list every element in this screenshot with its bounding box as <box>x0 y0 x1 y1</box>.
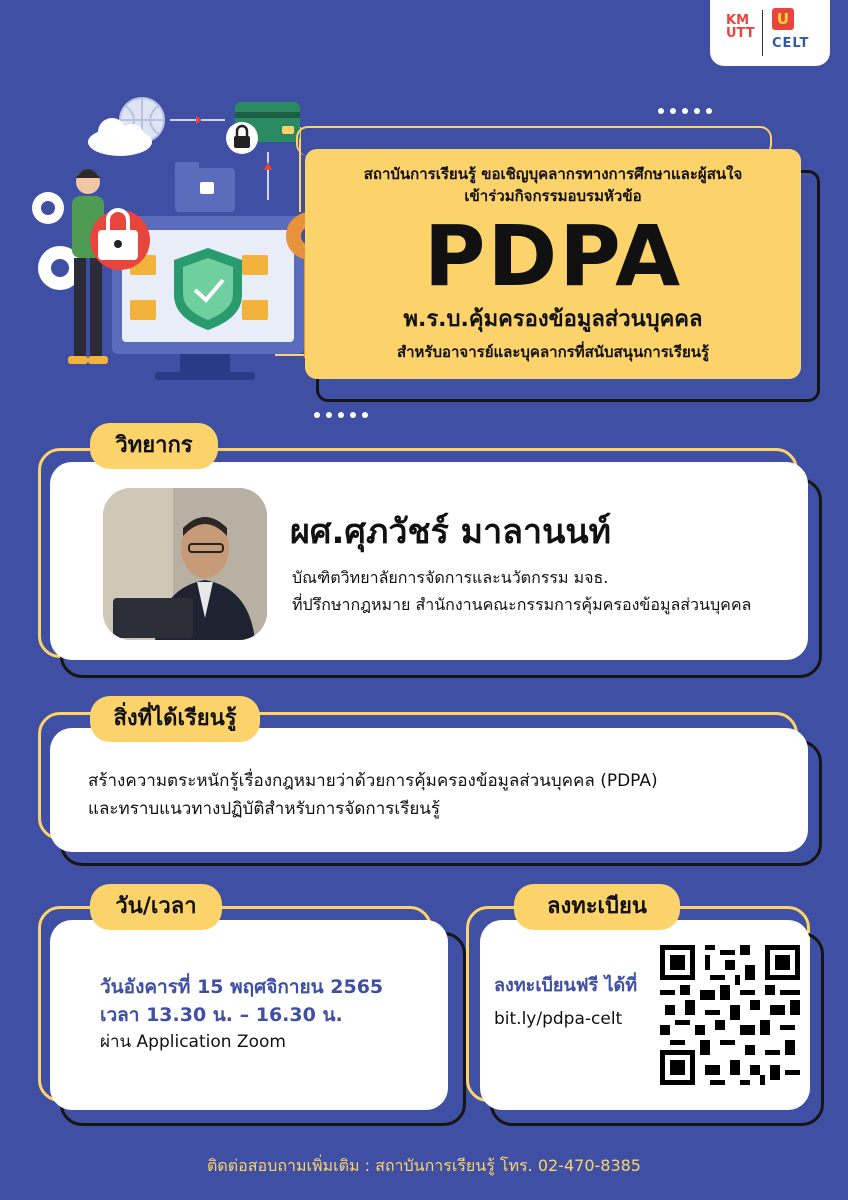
datetime-section-label: วัน/เวลา <box>90 884 222 930</box>
register-free-text: ลงทะเบียนฟรี ได้ที่ <box>494 975 638 996</box>
event-time: เวลา 13.30 น. – 16.30 น. <box>100 1004 343 1026</box>
event-date: วันอังคารที่ 15 พฤศจิกายน 2565 <box>100 976 384 998</box>
learning-line-1: สร้างความตระหนักรู้เรื่องกฎหมายว่าด้วยการคุ้มครองข้อมูลส่วนบุคคล (PDPA) <box>88 771 658 791</box>
logo-box <box>710 0 830 66</box>
decorative-dots <box>658 108 712 114</box>
logo-divider <box>762 10 763 56</box>
decorative-dots <box>314 412 368 418</box>
university-emblem-icon: U <box>772 8 794 30</box>
register-section-label: ลงทะเบียน <box>514 884 680 930</box>
event-platform: ผ่าน Application Zoom <box>100 1032 286 1052</box>
kmutt-logo: KM UTT <box>726 13 755 41</box>
page-title: PDPA <box>423 207 683 305</box>
learning-line-2: และทราบแนวทางปฏิบัติสำหรับการจัดการเรียนรู้ <box>88 799 441 819</box>
audience-text: สำหรับอาจารย์และบุคลากรที่สนับสนุนการเรียนรู้ <box>396 343 710 361</box>
learning-section-label: สิ่งที่ได้เรียนรู้ <box>90 696 260 742</box>
title-card <box>305 149 801 379</box>
speaker-role-1: บัณฑิตวิทยาลัยการจัดการและนวัตกรรม มจธ. <box>292 568 609 587</box>
register-link[interactable]: bit.ly/pdpa-celt <box>494 1009 623 1029</box>
folder-icon <box>175 162 235 212</box>
law-subtitle: พ.ร.บ.คุ้มครองข้อมูลส่วนบุคคล <box>403 307 703 332</box>
footer-contact: ติดต่อสอบถามเพิ่มเติม : สถาบันการเรียนรู้ โทร. 02-470-8385 <box>207 1156 641 1175</box>
speaker-name: ผศ.ศุภวัชร์ มาลานนท์ <box>290 512 612 552</box>
speaker-role-2: ที่ปรึกษากฎหมาย สำนักงานคณะกรรมการคุ้มครองข้อมูลส่วนบุคคล <box>292 595 752 614</box>
intro-line-2: เข้าร่วมกิจกรรมอบรมหัวข้อ <box>464 187 642 205</box>
speaker-photo <box>103 488 267 640</box>
lock-icon <box>226 122 258 154</box>
speaker-section-label: วิทยากร <box>90 423 218 469</box>
intro-line-1: สถาบันการเรียนรู้ ขอเชิญบุคลากรทางการศึกษาและผู้สนใจ <box>363 165 743 183</box>
celt-logo: CELT <box>772 36 810 51</box>
qr-code-icon[interactable] <box>660 945 800 1085</box>
